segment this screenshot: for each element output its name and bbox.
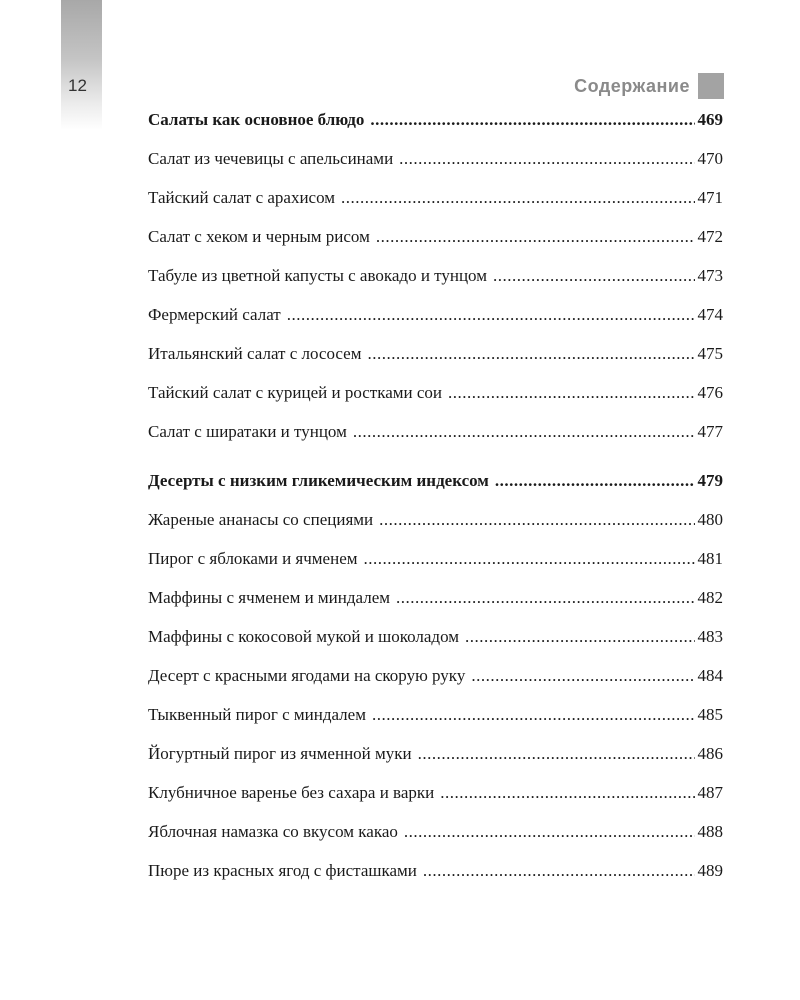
toc-entry[interactable] [148, 344, 723, 383]
toc-entry[interactable] [148, 822, 723, 861]
toc-entry[interactable] [148, 149, 723, 188]
toc-leader-dots [364, 549, 695, 569]
toc-leader-dots [372, 705, 695, 725]
toc-entry-page: 483 [697, 627, 723, 646]
toc-leader-dots [396, 588, 694, 608]
toc-section-title: Салаты как основное блюдо [148, 110, 365, 129]
toc-entry-title: Салат с хеком и черным рисом [148, 227, 370, 246]
toc-entry-title: Салат с ширатаки и тунцом [148, 422, 347, 441]
toc-entry-title: Салат из чечевицы с апельсинами [148, 149, 394, 168]
toc-entry-page: 472 [697, 227, 723, 246]
toc-leader-dots [423, 861, 695, 881]
toc-leader-dots [287, 305, 695, 325]
toc-entry-page: 486 [697, 744, 723, 763]
toc-entry[interactable] [148, 422, 723, 461]
toc-leader-dots [493, 266, 695, 286]
toc-leader-dots [379, 510, 694, 530]
toc-entry-page: 476 [697, 383, 723, 402]
toc-entry-title: Йогуртный пирог из ячменной муки [148, 744, 412, 763]
toc-section-heading[interactable] [148, 471, 723, 510]
toc-entry-page: 480 [697, 510, 723, 529]
toc-entry-title: Итальянский салат с лососем [148, 344, 362, 363]
toc-entry[interactable] [148, 861, 723, 900]
toc-entry-title: Жареные ананасы со специями [148, 510, 374, 529]
toc-entry-title: Десерт с красными ягодами на скорую руку [148, 666, 466, 685]
toc-entry-page: 470 [697, 149, 723, 168]
toc-leader-dots [465, 627, 695, 647]
toc-entry-title: Маффины с кокосовой мукой и шоколадом [148, 627, 459, 646]
toc-entry-title: Пюре из красных ягод с фисташками [148, 861, 417, 880]
toc-entry-title: Клубничное варенье без сахара и варки [148, 783, 435, 802]
toc-section-page: 479 [697, 471, 723, 490]
toc-leader-dots [404, 822, 695, 842]
toc-section-heading[interactable] [148, 110, 723, 149]
toc-leader-dots [471, 666, 694, 686]
toc-entry[interactable] [148, 510, 723, 549]
toc-section-title: Десерты с низким гликемическим индексом [148, 471, 489, 490]
toc-entry[interactable] [148, 549, 723, 588]
toc-entry-title: Тыквенный пирог с миндалем [148, 705, 366, 724]
toc-leader-dots [370, 110, 694, 130]
toc-entry-page: 487 [697, 783, 723, 802]
toc-leader-dots [376, 227, 695, 247]
margin-tab [61, 0, 102, 130]
running-header-title: Содержание [574, 75, 690, 96]
toc-entry[interactable] [148, 266, 723, 305]
toc-entry[interactable] [148, 627, 723, 666]
toc-section-desserts [148, 471, 723, 900]
toc-section-page: 469 [697, 110, 723, 129]
toc-leader-dots [367, 344, 694, 364]
toc-entry-page: 489 [697, 861, 723, 880]
toc-entry-title: Маффины с ячменем и миндалем [148, 588, 391, 607]
running-header [574, 73, 724, 99]
toc-entry[interactable] [148, 188, 723, 227]
toc-entry[interactable] [148, 305, 723, 344]
toc-entry-title: Табуле из цветной капусты с авокадо и тунцом [148, 266, 487, 285]
toc-entry-page: 471 [697, 188, 723, 207]
toc-entry[interactable] [148, 588, 723, 627]
toc-entry[interactable] [148, 705, 723, 744]
toc-entry[interactable] [148, 744, 723, 783]
toc-leader-dots [440, 783, 694, 803]
header-marker-square [698, 73, 724, 99]
toc-leader-dots [448, 383, 694, 403]
toc-entry-title: Пирог с яблоками и ячменем [148, 549, 358, 568]
toc-leader-dots [418, 744, 695, 764]
toc-entry-page: 488 [697, 822, 723, 841]
page-number: 12 [68, 76, 87, 95]
toc-entry-page: 485 [697, 705, 723, 724]
toc-entry-title: Тайский салат с арахисом [148, 188, 336, 207]
toc-entry-title: Тайский салат с курицей и ростками сои [148, 383, 443, 402]
toc-leader-dots [399, 149, 694, 169]
toc-leader-dots [341, 188, 694, 208]
toc-entry[interactable] [148, 227, 723, 266]
toc-leader-dots [353, 422, 695, 442]
toc-entry[interactable] [148, 783, 723, 822]
toc-entry-page: 475 [697, 344, 723, 363]
toc-entry-page: 473 [697, 266, 723, 285]
toc-section-salads [148, 110, 723, 461]
toc-entry-title: Яблочная намазка со вкусом какао [148, 822, 398, 841]
toc-entry[interactable] [148, 666, 723, 705]
toc-entry-page: 474 [697, 305, 723, 324]
toc-entry-page: 482 [697, 588, 723, 607]
toc-leader-dots [495, 471, 695, 491]
toc-entry-title: Фермерский салат [148, 305, 281, 324]
toc-entry-page: 484 [697, 666, 723, 685]
toc-entry-page: 477 [697, 422, 723, 441]
toc-entry-page: 481 [697, 549, 723, 568]
toc-entry[interactable] [148, 383, 723, 422]
